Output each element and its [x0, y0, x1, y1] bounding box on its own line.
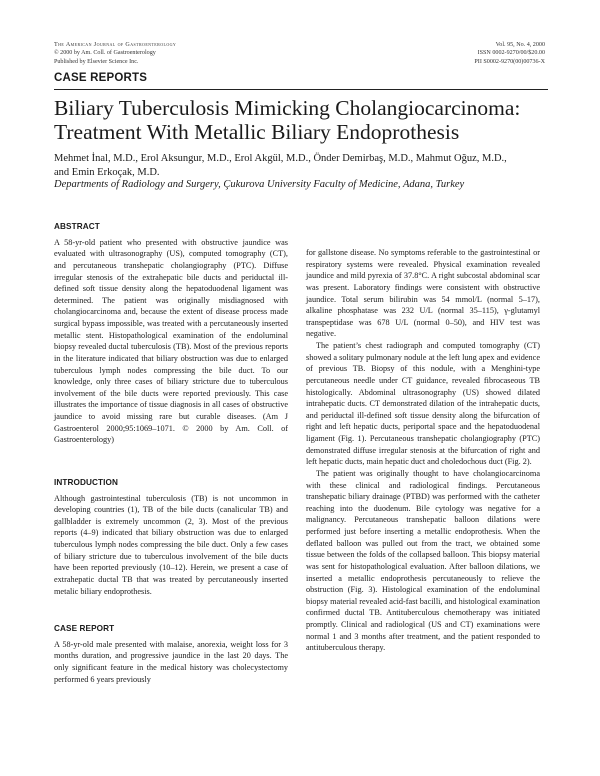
case-report-continuation: for gallstone disease. No symptoms referable to the gastrointestinal or respiratory systems were revealed. Physical examination revealed jaundice and mild pyrexia of 37.8°C. A right subcostal abdominal scar was present. Laboratory findings were consistent with obstructive jaundice. Total serum bilirubin was 54 mmol/L (normal 5–17), alkaline phosphatase was 232 U/L (normal 35–115), γ-glutamyl transpeptidase was 678 U/L (normal 0–50), and HIV test was negative.	[306, 248, 540, 339]
title-line-2: Treatment With Metallic Biliary Endoprothesis	[54, 119, 460, 144]
right-column	[306, 247, 540, 654]
affiliation: Departments of Radiology and Surgery, Çukurova University Faculty of Medicine, Adana, Turkey	[54, 179, 465, 190]
left-column	[54, 221, 288, 685]
journal-header	[54, 41, 176, 66]
case-report-text-start: A 58-yr-old male presented with malaise, anorexia, weight loss for 3 months duration, and progressive jaundice in the last 20 days. The only significant feature in the medical history was cholecystectomy performed 6 years previously	[54, 639, 288, 684]
article-title	[54, 97, 554, 144]
abstract-text: A 58-yr-old patient who presented with obstructive jaundice was evaluated with ultrasonography (US), computed tomography (CT), and percutaneous transhepatic cholangiography (PTC). Diffuse irregular stenosis of the extrahepatic bile ducts and periductal ill-defined soft tissue density along the hepatoduodenal ligament was determined. The patient was originally misdiagnosed with cholangiocarcinoma and, because the extent of disease process made surgical bypass impossible, was treated with a percutaneously inserted metallic stent. Histopathological examination of the endoluminal biopsy revealed ductal tuberculosis (TB). Most of the previous reports in the literature indicated that biliary obstruction was due to enlarged tuberculous lymph nodes compressing the bile duct. To our knowledge, only three cases of biliary stricture due to tuberculous involvement of the bile ducts were reported previously. This case illustrates the importance of tissue diagnosis in all cases of obstructive jaundice to avoid missing rare but curable diseases. (Am J Gastroenterol 2000;95:1069–1071. © 2000 by Am. Coll. of Gastroenterology)	[54, 237, 288, 445]
citation-header	[474, 41, 545, 66]
pii-line: PII S0002-9270(00)00736-X	[474, 58, 545, 65]
introduction-text: Although gastrointestinal tuberculosis (TB) is not uncommon in developing countries (1), TB of the bile ducts (canalicular TB) and gallbladder is extremely uncommon (2, 3). Most of the previous reports (4–9) indicated that biliary obstruction was due to enlarged tuberculous lymph nodes compressing the bile duct. Only a few cases of biliary stricture due to tuberculous involvement of the bile ducts have been reported previously (10–12). Herein, we present a case of extrahepatic ductal TB that was treated by percutaneously inserted metalic biliary endoprothesis.	[54, 493, 288, 596]
volume-line: Vol. 95, No. 4, 2000	[495, 42, 545, 48]
author-list	[54, 152, 548, 180]
introduction-heading: INTRODUCTION	[54, 477, 118, 487]
case-report-paragraph-3: The patient was originally thought to have cholangiocarcinoma with these clinical and radiological findings. Percutaneous transhepatic biliary drainage (PTBD) was performed with the catheter reaching into the duodenum. Bile cytology was negative for a malignancy. Percutaneous transhepatic balloon dilations were performed just before inserting a metallic endoprothesis. When the deflated balloon was pulled out from the tract, we obtained some tissue between the folds of the collapsed balloon. This biopsy material was sent for histopathological evaluation. After balloon dilations, we inserted a metallic endoprothesis percutaneously to relieve the obstruction (Fig. 3). Histological examination of the endoluminal biopsy material revealed acid-fast bacilli, and histological examination confirmed ductal TB. Antituberculous chemotherapy was initiated promptly. Clinical and radiological (US and CT) examinations were normal 1 and 3 months after treatment, and the patient responded to antituberculous therapy.	[306, 468, 540, 653]
header-rule	[54, 89, 548, 90]
title-line-1: Biliary Tuberculosis Mimicking Cholangiocarcinoma:	[54, 96, 521, 120]
publisher-line: Published by Elsevier Science Inc.	[54, 58, 139, 65]
case-report-paragraph-2: The patient’s chest radiograph and computed tomography (CT) showed a solitary pulmonary nodule at the left lung apex and evidence of previous TB. Biopsy of this nodule, with a Menghini-type percutaneous needle under CT guidance, revealed fibrocaseous TB histologically. Abdominal ultrasonography (US) showed dilated intrahepatic ducts. CT demonstrated dilation of the intrahepatic ducts, and periductal ill-defined soft tissue density along the bifurcation of right and left hepatic ducts, periportal space and the hepatoduodenal ligament (Fig. 1). Percutaneous transhepatic cholangiography (PTC) demonstrated diffuse irregular stenosis at the bifurcation of right and left hepatic ducts, main hepatic duct and choledochous duct (Fig. 2).	[306, 341, 540, 467]
journal-name: The American Journal of Gastroenterology	[54, 42, 177, 48]
issn-line: ISSN 0002-9270/00/$20.00	[477, 50, 545, 57]
case-report-heading: CASE REPORT	[54, 624, 115, 634]
abstract-heading: ABSTRACT	[54, 222, 100, 231]
authors-line-2: and Emin Erkoçak, M.D.	[54, 167, 160, 178]
authors-line-1: Mehmet İnal, M.D., Erol Aksungur, M.D., Erol Akgül, M.D., Önder Demirbaş, M.D., Mahmut Oğuz, M.D.,	[54, 153, 507, 164]
copyright-line: © 2000 by Am. Coll. of Gastroenterology	[54, 50, 156, 57]
section-tag: CASE REPORTS	[54, 72, 148, 84]
